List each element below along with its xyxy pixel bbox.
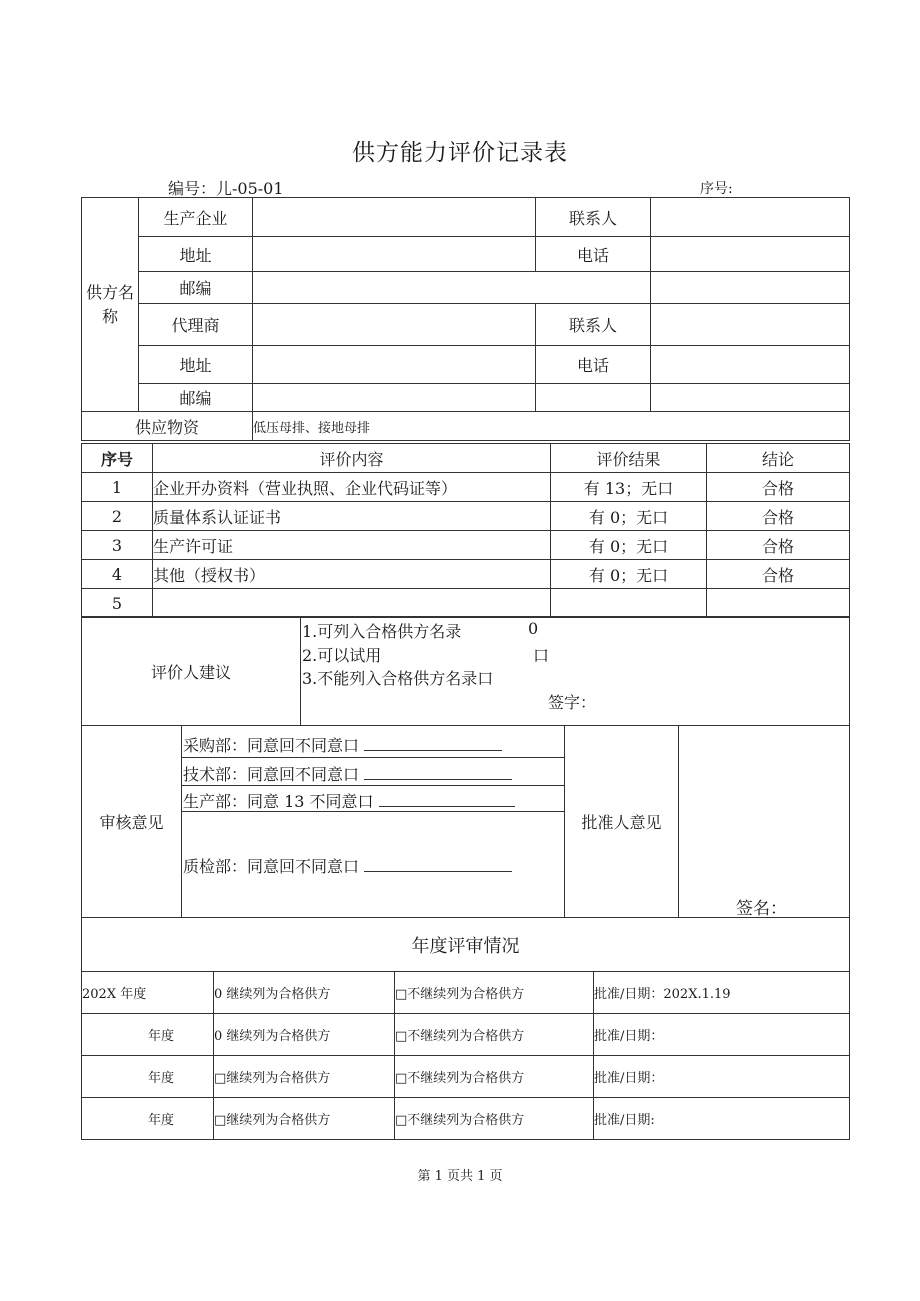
row-content: 质量体系认证证书: [153, 502, 551, 531]
annual-continue[interactable]: □继续列为合格供方: [214, 1098, 395, 1140]
row-result[interactable]: 有 13；无口: [551, 473, 707, 502]
table-row: [82, 589, 850, 618]
row-conclusion[interactable]: 合格: [707, 473, 850, 502]
contact-label: 联系人: [536, 198, 651, 237]
page-number: 第 1 页共 1 页: [417, 1169, 503, 1184]
materials-label: 供应物资: [82, 412, 253, 441]
row-no: 2: [82, 502, 153, 531]
agent-label: 代理商: [139, 304, 253, 346]
row-conclusion[interactable]: 合格: [707, 560, 850, 589]
form-code: 编号：儿-05-01: [168, 179, 284, 198]
row-no: 1: [82, 473, 153, 502]
option-1-mark[interactable]: 0: [528, 619, 539, 638]
row-content: 其他（授权书）: [153, 560, 551, 589]
header-content: 评价内容: [153, 444, 551, 473]
recommendation-table: [81, 616, 850, 726]
producer-label: 生产企业: [139, 198, 253, 237]
sequence-label: 序号:: [700, 181, 733, 197]
agent-postcode-extra[interactable]: [651, 384, 850, 412]
purchase-opinion[interactable]: 采购部：同意回不同意口: [183, 733, 502, 756]
row-no: 5: [82, 589, 153, 618]
sign-label: 签字：: [548, 693, 597, 712]
address-field[interactable]: [253, 237, 536, 272]
phone-field[interactable]: [651, 237, 850, 272]
row-result[interactable]: 有 0；无口: [551, 531, 707, 560]
annual-discontinue[interactable]: □不继续列为合格供方: [395, 972, 594, 1014]
recommendation-label: 评价人建议: [82, 617, 301, 726]
row-result[interactable]: 有 0；无口: [551, 560, 707, 589]
row-conclusion[interactable]: 合格: [707, 531, 850, 560]
annual-discontinue[interactable]: □不继续列为合格供方: [395, 1056, 594, 1098]
annual-year[interactable]: 年度: [82, 1056, 214, 1098]
agent-phone-label: 电话: [536, 346, 651, 384]
approver-sign-label: 签名：: [736, 899, 787, 918]
option-3[interactable]: 3.不能列入合格供方名录口: [302, 669, 494, 688]
row-result[interactable]: 有 0；无口: [551, 502, 707, 531]
postcode-extra-field[interactable]: [651, 272, 850, 304]
row-no: 3: [82, 531, 153, 560]
materials-value[interactable]: 低压母排、接地母排: [253, 412, 850, 441]
row-content: 企业开办资料（营业执照、企业代码证等）: [153, 473, 551, 502]
annual-continue[interactable]: 0 继续列为合格供方: [214, 1014, 395, 1056]
row-no: 4: [82, 560, 153, 589]
table-row: [82, 531, 850, 560]
annual-continue[interactable]: 0 继续列为合格供方: [214, 972, 395, 1014]
option-2-mark[interactable]: 口: [533, 646, 550, 665]
annual-approve[interactable]: 批准/日期:: [594, 1098, 850, 1140]
table-row: [82, 473, 850, 502]
annual-year[interactable]: 202X 年度: [82, 972, 214, 1014]
annual-review-table: [81, 917, 850, 1140]
annual-row: [82, 1014, 850, 1056]
review-table: [81, 725, 850, 918]
evaluation-table: [81, 443, 850, 618]
table-row: [82, 560, 850, 589]
agent-contact-label: 联系人: [536, 304, 651, 346]
option-1[interactable]: 1.可列入合格供方名录: [302, 622, 462, 641]
quality-opinion[interactable]: 质检部：同意回不同意口: [183, 854, 512, 877]
page-title: 供方能力评价记录表: [352, 140, 568, 166]
option-2[interactable]: 2.可以试用: [302, 646, 382, 665]
supplier-table: [81, 197, 850, 441]
approver-field[interactable]: [679, 726, 850, 918]
approver-label: 批准人意见: [565, 726, 679, 918]
annual-row: [82, 972, 850, 1014]
header-no: 序号: [82, 444, 153, 473]
agent-address-label: 地址: [139, 346, 253, 384]
tech-opinion[interactable]: 技术部：同意回不同意口: [183, 762, 512, 785]
review-label: 审核意见: [82, 726, 182, 918]
agent-postcode-label: 邮编: [139, 384, 253, 412]
annual-title: 年度评审情况: [82, 918, 850, 972]
annual-continue[interactable]: □继续列为合格供方: [214, 1056, 395, 1098]
producer-field[interactable]: [253, 198, 536, 237]
annual-year[interactable]: 年度: [82, 1098, 214, 1140]
row-content[interactable]: [153, 589, 551, 618]
annual-discontinue[interactable]: □不继续列为合格供方: [395, 1098, 594, 1140]
annual-approve[interactable]: 批准/日期：: [594, 1056, 850, 1098]
annual-row: [82, 1098, 850, 1140]
agent-postcode-blank[interactable]: [536, 384, 651, 412]
agent-postcode-field[interactable]: [253, 384, 536, 412]
recommendation-options: [301, 617, 850, 726]
header-result: 评价结果: [551, 444, 707, 473]
row-content: 生产许可证: [153, 531, 551, 560]
row-conclusion[interactable]: 合格: [707, 502, 850, 531]
review-departments: [182, 726, 565, 918]
contact-field[interactable]: [651, 198, 850, 237]
annual-approve[interactable]: 批准/日期：: [594, 1014, 850, 1056]
annual-row: [82, 1056, 850, 1098]
supplier-name-group-label: 供方名称: [82, 198, 139, 412]
annual-approve[interactable]: 批准/日期：202X.1.19: [594, 972, 850, 1014]
header-conclusion: 结论: [707, 444, 850, 473]
table-row: [82, 502, 850, 531]
agent-contact-field[interactable]: [651, 304, 850, 346]
annual-year[interactable]: 年度: [82, 1014, 214, 1056]
agent-phone-field[interactable]: [651, 346, 850, 384]
annual-discontinue[interactable]: □不继续列为合格供方: [395, 1014, 594, 1056]
address-label: 地址: [139, 237, 253, 272]
postcode-field[interactable]: [253, 272, 651, 304]
postcode-label: 邮编: [139, 272, 253, 304]
row-result[interactable]: [551, 589, 707, 618]
phone-label: 电话: [536, 237, 651, 272]
production-opinion[interactable]: 生产部：同意 13 不同意口: [183, 789, 515, 812]
row-conclusion[interactable]: [707, 589, 850, 618]
agent-field[interactable]: [253, 304, 536, 346]
agent-address-field[interactable]: [253, 346, 536, 384]
